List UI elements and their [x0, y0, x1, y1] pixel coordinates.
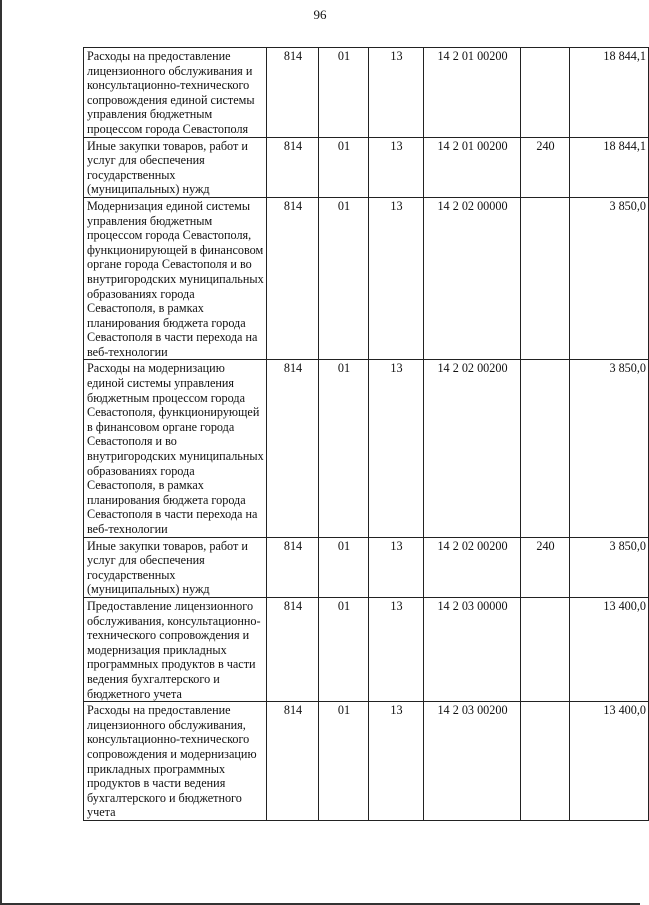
section-code-cell: 01 [319, 48, 369, 138]
department-code-cell: 814 [267, 197, 319, 360]
amount-cell: 3 850,0 [570, 360, 649, 537]
subsection-code-cell: 13 [369, 197, 424, 360]
amount-cell: 13 400,0 [570, 702, 649, 821]
amount-cell: 18 844,1 [570, 137, 649, 197]
department-code-cell: 814 [267, 702, 319, 821]
section-code-cell: 01 [319, 137, 369, 197]
table-row [84, 137, 649, 197]
amount-cell: 18 844,1 [570, 48, 649, 138]
section-code-cell: 01 [319, 702, 369, 821]
target-item-code-cell: 14 2 03 00200 [424, 702, 521, 821]
department-code-cell: 814 [267, 537, 319, 597]
target-item-code-cell: 14 2 02 00200 [424, 537, 521, 597]
expense-name-cell: Иные закупки товаров, работ и услуг для обеспечения государственных (муниципальных) нужд [84, 137, 267, 197]
table-row [84, 702, 649, 821]
table-row [84, 360, 649, 537]
target-item-code-cell: 14 2 01 00200 [424, 137, 521, 197]
subsection-code-cell: 13 [369, 137, 424, 197]
target-item-code-cell: 14 2 01 00200 [424, 48, 521, 138]
section-code-cell: 01 [319, 537, 369, 597]
section-code-cell: 01 [319, 597, 369, 701]
amount-cell: 3 850,0 [570, 537, 649, 597]
expense-type-code-cell [521, 702, 570, 821]
expense-type-code-cell: 240 [521, 537, 570, 597]
scan-left-edge [0, 0, 2, 905]
target-item-code-cell: 14 2 02 00000 [424, 197, 521, 360]
table-row [84, 197, 649, 360]
department-code-cell: 814 [267, 360, 319, 537]
expense-name-cell: Иные закупки товаров, работ и услуг для обеспечения государственных (муниципальных) нужд [84, 537, 267, 597]
expense-type-code-cell [521, 597, 570, 701]
subsection-code-cell: 13 [369, 702, 424, 821]
expense-type-code-cell: 240 [521, 137, 570, 197]
table-row [84, 48, 649, 138]
target-item-code-cell: 14 2 02 00200 [424, 360, 521, 537]
expense-name-cell: Предоставление лицензионного обслуживания, консультационно-технического сопровождения и модернизация прикладных программных продуктов в части ведения бухгалтерского и бюджетного учета [84, 597, 267, 701]
section-code-cell: 01 [319, 197, 369, 360]
amount-cell: 3 850,0 [570, 197, 649, 360]
expense-name-cell: Модернизация единой системы управления бюджетным процессом города Севастополя, функционирующей в финансовом органе города Севастополя и во внутригородских муниципальных образованиях города Севастополя, в рамках планирования бюджета города Севастополя в части перехода на веб-технологии [84, 197, 267, 360]
target-item-code-cell: 14 2 03 00000 [424, 597, 521, 701]
department-code-cell: 814 [267, 137, 319, 197]
subsection-code-cell: 13 [369, 48, 424, 138]
expense-name-cell: Расходы на предоставление лицензионного обслуживания и консультационно-технического сопровождения единой системы управления бюджетным процессом города Севастополя [84, 48, 267, 138]
amount-cell: 13 400,0 [570, 597, 649, 701]
table-row [84, 597, 649, 701]
department-code-cell: 814 [267, 597, 319, 701]
subsection-code-cell: 13 [369, 597, 424, 701]
table-row [84, 537, 649, 597]
expense-type-code-cell [521, 48, 570, 138]
department-code-cell: 814 [267, 48, 319, 138]
expense-type-code-cell [521, 197, 570, 360]
budget-table [83, 47, 649, 821]
subsection-code-cell: 13 [369, 537, 424, 597]
expense-name-cell: Расходы на модернизацию единой системы управления бюджетным процессом города Севастополя, функционирующей в финансовом органе города Севастополя и во внутригородских муниципальных образованиях города Севастополя, в рамках планирования бюджета города Севастополя в части перехода на веб-технологии [84, 360, 267, 537]
expense-type-code-cell [521, 360, 570, 537]
expense-name-cell: Расходы на предоставление лицензионного обслуживания, консультационно-технического сопровождения и модернизацию прикладных программных продуктов в части ведения бухгалтерского и бюджетного учета [84, 702, 267, 821]
budget-table-body [84, 48, 649, 821]
section-code-cell: 01 [319, 360, 369, 537]
page-number: 96 [313, 7, 327, 22]
subsection-code-cell: 13 [369, 360, 424, 537]
